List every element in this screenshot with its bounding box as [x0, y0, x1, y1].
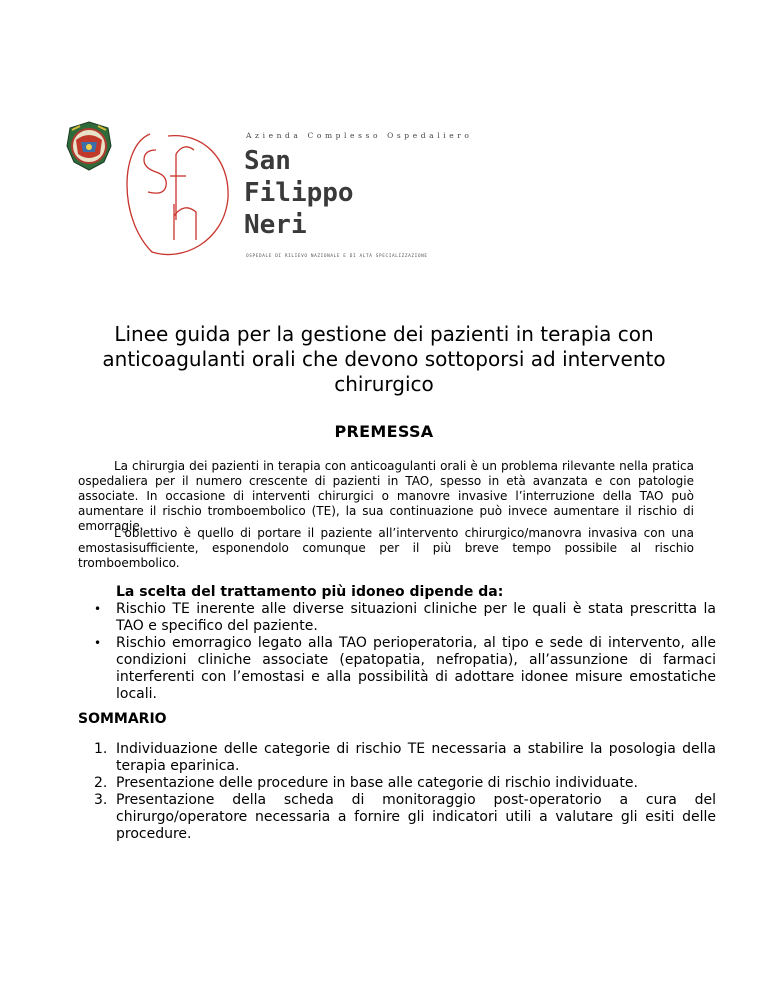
- brand-line: Filippo: [244, 178, 354, 208]
- list-item-text: Individuazione delle categorie di rischio TE necessaria a stabilire la posologia della terapia eparinica.: [116, 741, 716, 774]
- section-heading: PREMESSA: [334, 422, 434, 441]
- summary-list: [94, 741, 716, 843]
- paragraph-text: L’obiettivo è quello di portare il paziente all’intervento chirurgico/manovra invasiva con una emostasisufficiente, esponendolo comunque per il più breve tempo possibile al rischio tromboembolico.: [78, 526, 694, 570]
- summary-heading: SOMMARIO: [78, 711, 167, 727]
- list-item-text: Rischio emorragico legato alla TAO perioperatoria, al tipo e sede di intervento, alle condizioni cliniche associate (epatopatia, nefropatia), all’assunzione di farmaci interferenti con l’emostasi e alla possibilità di adottare idonee misure emostatiche locali.: [116, 635, 716, 702]
- regional-emblem-icon: [64, 120, 114, 172]
- paragraph-text: La chirurgia dei pazienti in terapia con anticoagulanti orali è un problema rilevante nella pratica ospedaliera per il numero crescente di pazienti in TAO, spesso in età avanzata e con patologie associate. In occasione di interventi chirurgici o manovre invasive l’interruzione della TAO può aumentare il rischio tromboembolico (TE), la sua continuazione può invece aumentare il rischio di emorragie.: [78, 459, 694, 533]
- list-item-text: Rischio TE inerente alle diverse situazioni cliniche per le quali è stata prescritta la TAO e specifico del paziente.: [116, 601, 716, 634]
- bullet-icon: •: [94, 636, 102, 650]
- list-number: 2.: [94, 775, 108, 791]
- document-title: Linee guida per la gestione dei pazienti in terapia con anticoagulanti orali che devono sottoporsi ad intervento chirurgico: [102, 322, 666, 396]
- list-item-text: Presentazione delle procedure in base alle categorie di rischio individuate.: [116, 775, 638, 791]
- brand-line: San: [244, 146, 291, 176]
- sfn-monogram-icon: [116, 128, 232, 260]
- paragraph: [78, 459, 694, 534]
- choice-heading: La scelta del trattamento più idoneo dipende da:: [116, 584, 504, 600]
- organization-name: Azienda Complesso Ospedaliero: [246, 131, 473, 140]
- list-item: [94, 635, 716, 703]
- list-item: [94, 601, 716, 635]
- paragraph: [78, 526, 694, 571]
- organization-subtitle: OSPEDALE DI RILIEVO NAZIONALE E DI ALTA SPECIALIZZAZIONE: [246, 254, 428, 259]
- bullet-icon: •: [94, 602, 102, 616]
- list-number: 1.: [94, 741, 108, 757]
- list-item: [94, 775, 716, 792]
- list-item: [94, 741, 716, 775]
- bullet-list: [94, 601, 716, 703]
- brand-line: Neri: [244, 210, 307, 240]
- list-number: 3.: [94, 792, 108, 808]
- hospital-brand-name: [244, 146, 354, 242]
- list-item: [94, 792, 716, 843]
- treatment-choice-block: [94, 584, 716, 703]
- list-item-text: Presentazione della scheda di monitoraggio post-operatorio a cura del chirurgo/operatore necessaria a fornire gli indicatori utili a valutare gli esiti delle procedure.: [116, 792, 716, 842]
